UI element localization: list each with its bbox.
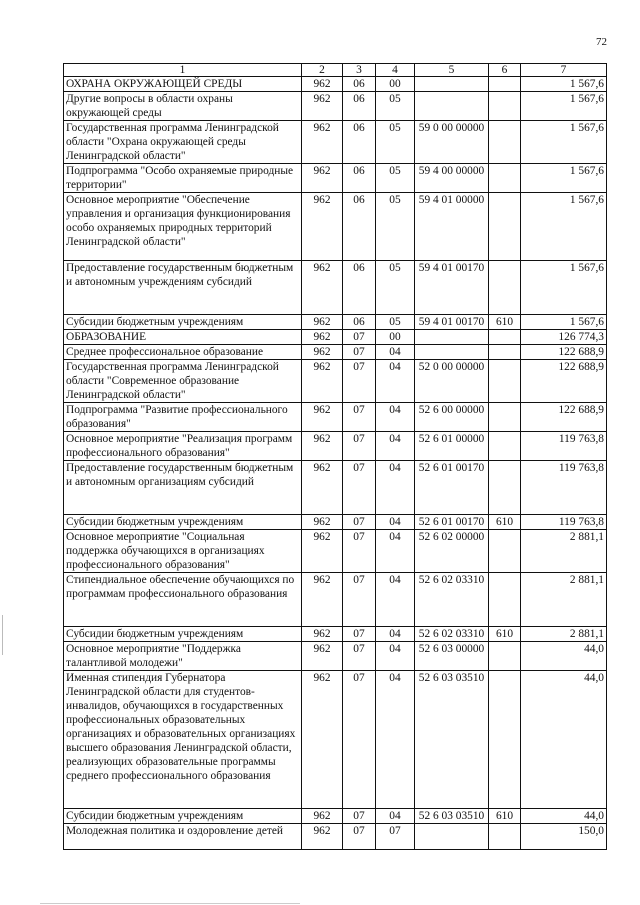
table-row xyxy=(64,809,607,824)
row-grbs: 962 xyxy=(302,809,343,824)
row-expense-type xyxy=(489,164,521,193)
row-section: 06 xyxy=(343,92,376,121)
table-row xyxy=(64,77,607,92)
row-target-article xyxy=(415,824,489,850)
row-name: Государственная программа Ленинградской области "Охрана окружающей среды Ленинградской области" xyxy=(64,121,302,164)
row-amount: 122 688,9 xyxy=(521,360,607,403)
row-grbs: 962 xyxy=(302,345,343,360)
row-grbs: 962 xyxy=(302,164,343,193)
row-grbs: 962 xyxy=(302,530,343,573)
row-amount: 1 567,6 xyxy=(521,121,607,164)
header-col-4: 4 xyxy=(376,64,415,77)
table-row xyxy=(64,432,607,461)
row-name: Молодежная политика и оздоровление детей xyxy=(64,824,302,850)
row-name: Основное мероприятие "Поддержка талантливой молодежи" xyxy=(64,642,302,671)
row-subsection: 04 xyxy=(376,530,415,573)
row-grbs: 962 xyxy=(302,432,343,461)
row-name: Государственная программа Ленинградской области "Современное образование Ленинградской области" xyxy=(64,360,302,403)
row-expense-type xyxy=(489,77,521,92)
row-target-article: 52 6 01 00170 xyxy=(415,461,489,515)
row-target-article xyxy=(415,77,489,92)
row-name: Субсидии бюджетным учреждениям xyxy=(64,809,302,824)
page-number: 72 xyxy=(596,36,607,48)
row-subsection: 04 xyxy=(376,671,415,809)
row-subsection: 04 xyxy=(376,432,415,461)
row-name: Основное мероприятие "Реализация программ профессионального образования" xyxy=(64,432,302,461)
row-section: 07 xyxy=(343,432,376,461)
row-target-article: 59 4 01 00170 xyxy=(415,261,489,315)
row-name: Основное мероприятие "Обеспечение управления и организация функционирования особо охраняемых природных территорий Ленинградской области" xyxy=(64,193,302,261)
header-col-1: 1 xyxy=(64,64,302,77)
table-row xyxy=(64,315,607,330)
row-amount: 44,0 xyxy=(521,642,607,671)
scan-bottom-line xyxy=(40,903,300,904)
row-grbs: 962 xyxy=(302,515,343,530)
row-section: 07 xyxy=(343,573,376,627)
table-row xyxy=(64,345,607,360)
row-subsection: 07 xyxy=(376,824,415,850)
row-grbs: 962 xyxy=(302,360,343,403)
row-target-article: 59 0 00 00000 xyxy=(415,121,489,164)
row-expense-type xyxy=(489,92,521,121)
row-expense-type xyxy=(489,642,521,671)
row-name: Другие вопросы в области охраны окружающей среды xyxy=(64,92,302,121)
row-subsection: 05 xyxy=(376,193,415,261)
row-section: 07 xyxy=(343,530,376,573)
table-row xyxy=(64,627,607,642)
row-expense-type: 610 xyxy=(489,315,521,330)
row-target-article: 59 4 01 00000 xyxy=(415,193,489,261)
row-grbs: 962 xyxy=(302,193,343,261)
header-col-3: 3 xyxy=(343,64,376,77)
table-body xyxy=(64,77,607,850)
row-grbs: 962 xyxy=(302,627,343,642)
row-amount: 1 567,6 xyxy=(521,193,607,261)
row-expense-type: 610 xyxy=(489,809,521,824)
row-subsection: 04 xyxy=(376,345,415,360)
row-name: Предоставление государственным бюджетным и автономным организациям субсидий xyxy=(64,461,302,515)
row-subsection: 04 xyxy=(376,642,415,671)
row-grbs: 962 xyxy=(302,121,343,164)
row-amount: 2 881,1 xyxy=(521,573,607,627)
row-section: 06 xyxy=(343,315,376,330)
table-row xyxy=(64,330,607,345)
row-name: Именная стипендия Губернатора Ленинградской области для студентов-инвалидов, обучающихся в государственных профессиональных образовательных организациях и образовательных организациях высшего образования Ленинградской области, реализующих образовательные программы среднего профессионального образования xyxy=(64,671,302,809)
row-name: Среднее профессиональное образование xyxy=(64,345,302,360)
row-subsection: 00 xyxy=(376,330,415,345)
row-expense-type xyxy=(489,530,521,573)
row-name: Субсидии бюджетным учреждениям xyxy=(64,515,302,530)
row-name: Подпрограмма "Особо охраняемые природные территории" xyxy=(64,164,302,193)
table-row xyxy=(64,164,607,193)
row-amount: 1 567,6 xyxy=(521,77,607,92)
row-target-article: 52 6 03 00000 xyxy=(415,642,489,671)
table-row xyxy=(64,824,607,850)
row-name: Подпрограмма "Развитие профессионального образования" xyxy=(64,403,302,432)
row-expense-type xyxy=(489,345,521,360)
row-expense-type xyxy=(489,824,521,850)
row-section: 07 xyxy=(343,403,376,432)
row-target-article: 52 6 02 03310 xyxy=(415,627,489,642)
row-grbs: 962 xyxy=(302,261,343,315)
table-row xyxy=(64,530,607,573)
row-grbs: 962 xyxy=(302,461,343,515)
row-section: 06 xyxy=(343,77,376,92)
row-expense-type xyxy=(489,261,521,315)
row-expense-type xyxy=(489,432,521,461)
row-name: Основное мероприятие "Социальная поддержка обучающихся в организациях профессионального образования" xyxy=(64,530,302,573)
row-expense-type xyxy=(489,330,521,345)
row-subsection: 05 xyxy=(376,92,415,121)
row-expense-type xyxy=(489,403,521,432)
row-amount: 1 567,6 xyxy=(521,315,607,330)
row-grbs: 962 xyxy=(302,403,343,432)
row-target-article xyxy=(415,92,489,121)
row-section: 06 xyxy=(343,164,376,193)
row-name: ОХРАНА ОКРУЖАЮЩЕЙ СРЕДЫ xyxy=(64,77,302,92)
table-row xyxy=(64,360,607,403)
row-name: Предоставление государственным бюджетным и автономным учреждениям субсидий xyxy=(64,261,302,315)
row-amount: 1 567,6 xyxy=(521,92,607,121)
table-row xyxy=(64,461,607,515)
row-amount: 2 881,1 xyxy=(521,627,607,642)
header-row xyxy=(64,64,607,77)
row-subsection: 05 xyxy=(376,261,415,315)
row-name: Субсидии бюджетным учреждениям xyxy=(64,315,302,330)
row-amount: 119 763,8 xyxy=(521,461,607,515)
row-subsection: 04 xyxy=(376,515,415,530)
row-section: 07 xyxy=(343,330,376,345)
row-section: 07 xyxy=(343,824,376,850)
row-subsection: 05 xyxy=(376,164,415,193)
row-target-article xyxy=(415,345,489,360)
row-section: 07 xyxy=(343,515,376,530)
row-section: 07 xyxy=(343,627,376,642)
header-col-2: 2 xyxy=(302,64,343,77)
row-grbs: 962 xyxy=(302,642,343,671)
table-row xyxy=(64,261,607,315)
row-grbs: 962 xyxy=(302,315,343,330)
row-grbs: 962 xyxy=(302,671,343,809)
row-expense-type xyxy=(489,360,521,403)
header-col-7: 7 xyxy=(521,64,607,77)
row-amount: 119 763,8 xyxy=(521,515,607,530)
row-subsection: 04 xyxy=(376,403,415,432)
row-target-article: 52 0 00 00000 xyxy=(415,360,489,403)
row-amount: 2 881,1 xyxy=(521,530,607,573)
row-section: 07 xyxy=(343,671,376,809)
row-amount: 122 688,9 xyxy=(521,403,607,432)
table-row xyxy=(64,403,607,432)
row-subsection: 05 xyxy=(376,315,415,330)
table-row xyxy=(64,671,607,809)
row-grbs: 962 xyxy=(302,77,343,92)
table-row xyxy=(64,92,607,121)
row-subsection: 04 xyxy=(376,627,415,642)
row-target-article: 52 6 01 00170 xyxy=(415,515,489,530)
row-amount: 1 567,6 xyxy=(521,261,607,315)
row-section: 06 xyxy=(343,261,376,315)
row-amount: 119 763,8 xyxy=(521,432,607,461)
row-subsection: 00 xyxy=(376,77,415,92)
header-col-5: 5 xyxy=(415,64,489,77)
row-amount: 122 688,9 xyxy=(521,345,607,360)
row-grbs: 962 xyxy=(302,92,343,121)
table-row xyxy=(64,642,607,671)
row-target-article: 52 6 03 03510 xyxy=(415,671,489,809)
row-target-article: 52 6 00 00000 xyxy=(415,403,489,432)
header-col-6: 6 xyxy=(489,64,521,77)
row-expense-type xyxy=(489,193,521,261)
table-row xyxy=(64,121,607,164)
row-section: 07 xyxy=(343,345,376,360)
row-target-article: 52 6 02 00000 xyxy=(415,530,489,573)
row-name: Стипендиальное обеспечение обучающихся по программам профессионального образования xyxy=(64,573,302,627)
row-subsection: 04 xyxy=(376,461,415,515)
row-amount: 44,0 xyxy=(521,671,607,809)
row-section: 07 xyxy=(343,809,376,824)
row-subsection: 05 xyxy=(376,121,415,164)
row-section: 07 xyxy=(343,461,376,515)
row-expense-type xyxy=(489,461,521,515)
row-expense-type: 610 xyxy=(489,627,521,642)
row-target-article: 59 4 01 00170 xyxy=(415,315,489,330)
row-target-article: 52 6 03 03510 xyxy=(415,809,489,824)
row-section: 06 xyxy=(343,193,376,261)
row-subsection: 04 xyxy=(376,573,415,627)
row-amount: 1 567,6 xyxy=(521,164,607,193)
row-name: ОБРАЗОВАНИЕ xyxy=(64,330,302,345)
row-target-article xyxy=(415,330,489,345)
row-section: 06 xyxy=(343,121,376,164)
scan-edge-mark xyxy=(2,615,3,655)
row-grbs: 962 xyxy=(302,573,343,627)
table-row xyxy=(64,515,607,530)
row-expense-type: 610 xyxy=(489,515,521,530)
row-name: Субсидии бюджетным учреждениям xyxy=(64,627,302,642)
row-expense-type xyxy=(489,671,521,809)
row-subsection: 04 xyxy=(376,360,415,403)
row-section: 07 xyxy=(343,360,376,403)
row-amount: 150,0 xyxy=(521,824,607,850)
row-target-article: 52 6 01 00000 xyxy=(415,432,489,461)
table-row xyxy=(64,193,607,261)
row-expense-type xyxy=(489,121,521,164)
row-amount: 44,0 xyxy=(521,809,607,824)
row-target-article: 59 4 00 00000 xyxy=(415,164,489,193)
row-grbs: 962 xyxy=(302,330,343,345)
row-target-article: 52 6 02 03310 xyxy=(415,573,489,627)
budget-table xyxy=(63,63,607,850)
row-expense-type xyxy=(489,573,521,627)
row-amount: 126 774,3 xyxy=(521,330,607,345)
row-grbs: 962 xyxy=(302,824,343,850)
table-row xyxy=(64,573,607,627)
row-section: 07 xyxy=(343,642,376,671)
row-subsection: 04 xyxy=(376,809,415,824)
